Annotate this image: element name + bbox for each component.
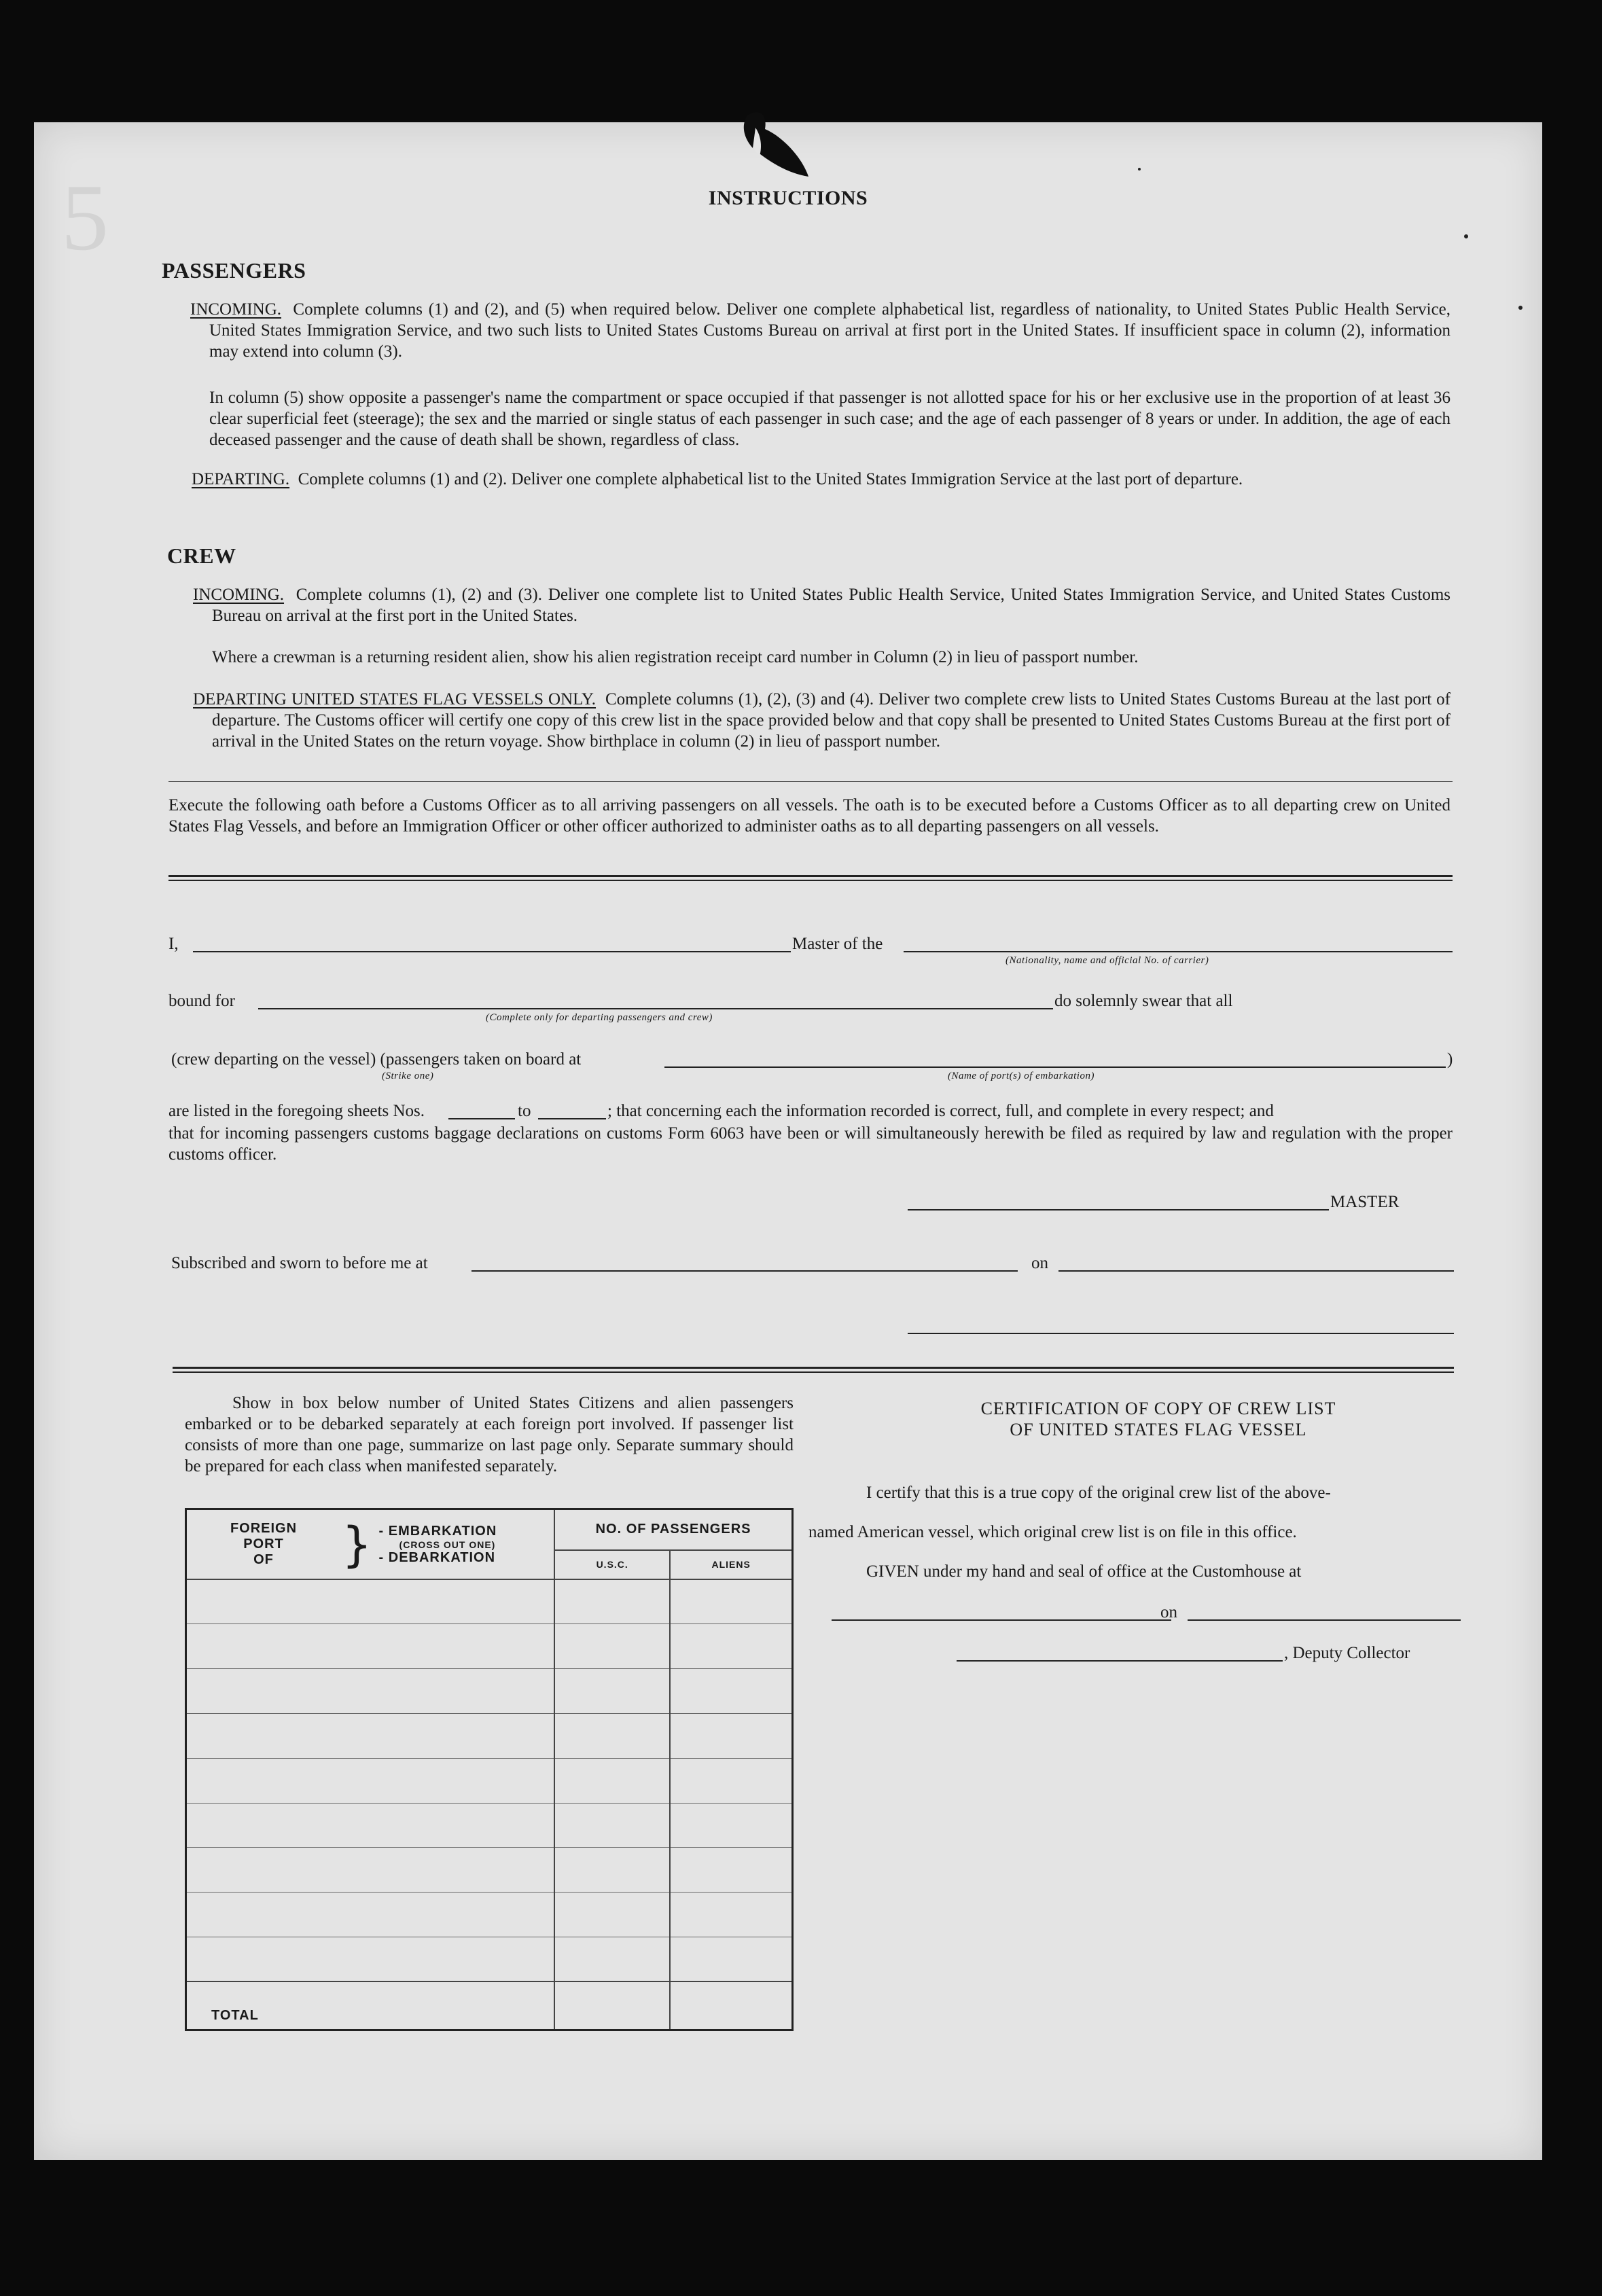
listed-correct-text: ; that concerning each the information recorded is correct, full, and complete in every respect; and xyxy=(607,1102,1274,1120)
listed-declaration-text: that for incoming passengers customs baggage declarations on customs Form 6063 have been or will simultaneously herewith be filed as required by law and regulation with the proper customs officer. xyxy=(168,1124,1453,1164)
port-cell[interactable] xyxy=(186,1624,555,1669)
certification-heading-line-1: CERTIFICATION OF COPY OF CREW LIST xyxy=(980,1399,1336,1418)
double-rule-top xyxy=(168,875,1453,881)
crew-departing-paragraph xyxy=(193,689,1450,752)
certify-line-1: I certify that this is a true copy of the original crew list of the above- xyxy=(866,1484,1331,1502)
total-label: TOTAL xyxy=(186,1981,555,2030)
oath-instructions-paragraph: Execute the following oath before a Customs Officer as to all arriving passengers on all vessels. The oath is to be executed before a Customs Officer as to all departing crew on United States Flag Vessels, and before an Immigration Officer or other officer authorized to administer oaths as to all departing passengers on all vessels. xyxy=(168,796,1450,836)
usc-cell[interactable] xyxy=(554,1713,670,1758)
aliens-cell[interactable] xyxy=(670,1848,792,1893)
embarkation-port-note: (Name of port(s) of embarkation) xyxy=(948,1071,1094,1081)
port-cell[interactable] xyxy=(186,1893,555,1937)
listed-sheets-text: are listed in the foregoing sheets Nos. xyxy=(168,1102,425,1120)
table-row xyxy=(186,1579,793,1624)
foreign-label: FOREIGN xyxy=(230,1521,298,1537)
certify-line-2: named American vessel, which original crew list is on file in this office. xyxy=(808,1523,1297,1541)
usc-total-cell[interactable] xyxy=(554,1981,670,2030)
usc-cell[interactable] xyxy=(554,1937,670,1981)
document-page xyxy=(34,122,1542,2160)
port-cell[interactable] xyxy=(186,1803,555,1848)
crew-departing-lead: DEPARTING UNITED STATES FLAG VESSELS ONLY. xyxy=(193,690,597,708)
aliens-cell[interactable] xyxy=(670,1669,792,1714)
passengers-incoming-text: Complete columns (1) and (2), and (5) when required below. Deliver one complete alphabetical list, regardless of nationality, to United States Public Health Service, United States Immigration Service, and two such lists to United States Customs Bureau on arrival at first port in the United States. If insufficient space in column (2), information may extend into column (3). xyxy=(209,300,1451,361)
bound-for-note: (Complete only for departing passengers and crew) xyxy=(486,1012,713,1023)
passenger-summary-table xyxy=(185,1508,794,2031)
sworn-on-label: on xyxy=(1031,1254,1048,1272)
table-row xyxy=(186,1669,793,1714)
master-signature-line[interactable] xyxy=(908,1209,1329,1210)
aliens-cell[interactable] xyxy=(670,1624,792,1669)
subscribed-text: Subscribed and sworn to before me at xyxy=(171,1254,428,1272)
crew-incoming-paragraph xyxy=(193,584,1450,626)
aliens-cell[interactable] xyxy=(670,1937,792,1981)
master-label: MASTER xyxy=(1330,1193,1400,1211)
usc-cell[interactable] xyxy=(554,1803,670,1848)
oath-i-label: I, xyxy=(168,935,179,953)
aliens-total-cell[interactable] xyxy=(670,1981,792,2030)
strike-one-note: (Strike one) xyxy=(382,1071,434,1081)
certify-date-line[interactable] xyxy=(1188,1619,1461,1621)
listed-to-text: to xyxy=(518,1102,531,1120)
aliens-cell[interactable] xyxy=(670,1713,792,1758)
bleed-through-mark: 5 xyxy=(61,165,109,270)
certify-line-3: GIVEN under my hand and seal of office at the Customhouse at xyxy=(866,1562,1302,1581)
crew-heading: CREW xyxy=(167,543,236,568)
double-rule-bottom xyxy=(173,1367,1454,1373)
passengers-departing-text: Complete columns (1) and (2). Deliver one complete alphabetical list to the United States Immigration Service at the last port of departure. xyxy=(298,470,1243,488)
crew-departing-text: Complete columns (1), (2), (3) and (4). Deliver two complete crew lists to United States Customs Bureau at the last port of departure. The Customs officer will certify one copy of this crew list in the space provided below and that copy shall be presented to United States Customs Bureau at the first port of arrival in the United States on the return voyage. Show birthplace in column (2) in lieu of passport number. xyxy=(212,690,1451,751)
aliens-header: ALIENS xyxy=(670,1550,792,1579)
table-row xyxy=(186,1848,793,1893)
usc-header: U.S.C. xyxy=(554,1550,670,1579)
foreign-port-of-label xyxy=(192,1521,335,1568)
table-row xyxy=(186,1893,793,1937)
cross-out-note: (CROSS OUT ONE) xyxy=(399,1539,496,1550)
no-of-passengers-header: NO. OF PASSENGERS xyxy=(554,1509,792,1550)
passengers-departing-lead: DEPARTING. xyxy=(192,470,290,488)
table-row xyxy=(186,1713,793,1758)
close-paren: ) xyxy=(1447,1050,1453,1069)
deputy-collector-label: , Deputy Collector xyxy=(1284,1644,1410,1662)
sheet-to-line[interactable] xyxy=(538,1118,606,1119)
summary-instructions: Show in box below number of United States Citizens and alien passengers embarked or to be debarked separately at each foreign port involved. If passenger list consists of more than one page, summarize on last page only. Separate summary should be prepared for each class when manifested separately. xyxy=(185,1394,794,1475)
port-cell[interactable] xyxy=(186,1579,555,1624)
aliens-cell[interactable] xyxy=(670,1893,792,1937)
aliens-cell[interactable] xyxy=(670,1579,792,1624)
port-cell[interactable] xyxy=(186,1848,555,1893)
crew-resident-paragraph: Where a crewman is a returning resident alien, show his alien registration receipt card number in Column (2) in lieu of passport number. xyxy=(212,648,1139,666)
carrier-note: (Nationality, name and official No. of carrier) xyxy=(1005,955,1209,966)
passengers-incoming-lead: INCOMING. xyxy=(190,300,282,319)
debarkation-label[interactable]: - DEBARKATION xyxy=(378,1549,496,1565)
embarkation-port-line[interactable] xyxy=(664,1066,1446,1068)
port-cell[interactable] xyxy=(186,1713,555,1758)
total-row xyxy=(186,1981,793,2030)
brace-mark: } xyxy=(342,1516,372,1573)
certification-heading-line-2: OF UNITED STATES FLAG VESSEL xyxy=(1010,1420,1307,1439)
passengers-heading: PASSENGERS xyxy=(162,258,306,283)
crew-incoming-lead: INCOMING. xyxy=(193,586,285,604)
embark-debark-label xyxy=(379,1524,497,1566)
torn-paper-mark xyxy=(720,109,815,190)
usc-cell[interactable] xyxy=(554,1579,670,1624)
passengers-column5-paragraph: In column (5) show opposite a passenger's name the compartment or space occupied if that passenger is not allotted space for his or her exclusive use in the proportion of at least 36 clear superficial feet (steerage); the sex and the married or single status of each passenger in such case; and the age of each passenger of 8 years or under. In addition, the age of each deceased passenger and the cause of death shall be shown, regardless of class. xyxy=(209,389,1450,449)
table-row xyxy=(186,1803,793,1848)
customhouse-line[interactable] xyxy=(832,1619,1171,1621)
usc-cell[interactable] xyxy=(554,1758,670,1803)
usc-cell[interactable] xyxy=(554,1624,670,1669)
aliens-cell[interactable] xyxy=(670,1758,792,1803)
passengers-incoming-paragraph xyxy=(190,299,1450,362)
table-row xyxy=(186,1624,793,1669)
of-label: OF xyxy=(253,1552,274,1568)
sworn-date-line[interactable] xyxy=(1058,1270,1454,1272)
section-divider xyxy=(168,781,1453,782)
speck xyxy=(1464,234,1468,238)
master-name-line[interactable] xyxy=(193,951,791,952)
port-cell[interactable] xyxy=(186,1669,555,1714)
embarkation-label[interactable]: - EMBARKATION xyxy=(378,1523,497,1539)
bound-for-line[interactable] xyxy=(258,1008,1053,1009)
certify-on-label: on xyxy=(1160,1603,1177,1621)
crew-incoming-text: Complete columns (1), (2) and (3). Deliver one complete list to United States Public Health Service, United States Immigration Service, and United States Customs Bureau on arrival at the first port in the United States. xyxy=(212,586,1450,625)
port-header-cell xyxy=(186,1509,555,1580)
certification-heading xyxy=(856,1398,1461,1440)
usc-cell[interactable] xyxy=(554,1848,670,1893)
sheet-from-line[interactable] xyxy=(448,1118,515,1119)
carrier-line[interactable] xyxy=(904,951,1453,952)
officer-signature-line[interactable] xyxy=(908,1333,1454,1334)
usc-cell[interactable] xyxy=(554,1893,670,1937)
crew-departing-text: (crew departing on the vessel) (passengers taken on board at xyxy=(171,1050,582,1069)
master-of-the-label: Master of the xyxy=(792,935,883,953)
usc-cell[interactable] xyxy=(554,1669,670,1714)
port-cell[interactable] xyxy=(186,1937,555,1981)
page-title: INSTRUCTIONS xyxy=(708,187,868,209)
port-label: PORT xyxy=(243,1537,284,1552)
port-cell[interactable] xyxy=(186,1758,555,1803)
aliens-cell[interactable] xyxy=(670,1803,792,1848)
deputy-signature-line[interactable] xyxy=(957,1660,1283,1662)
swear-text: do solemnly swear that all xyxy=(1054,992,1233,1010)
speck xyxy=(1138,168,1141,171)
passengers-departing-paragraph xyxy=(192,469,1450,490)
speck xyxy=(1518,306,1523,310)
sworn-location-line[interactable] xyxy=(471,1270,1018,1272)
bound-for-label: bound for xyxy=(168,992,235,1010)
table-row xyxy=(186,1758,793,1803)
table-row xyxy=(186,1937,793,1981)
